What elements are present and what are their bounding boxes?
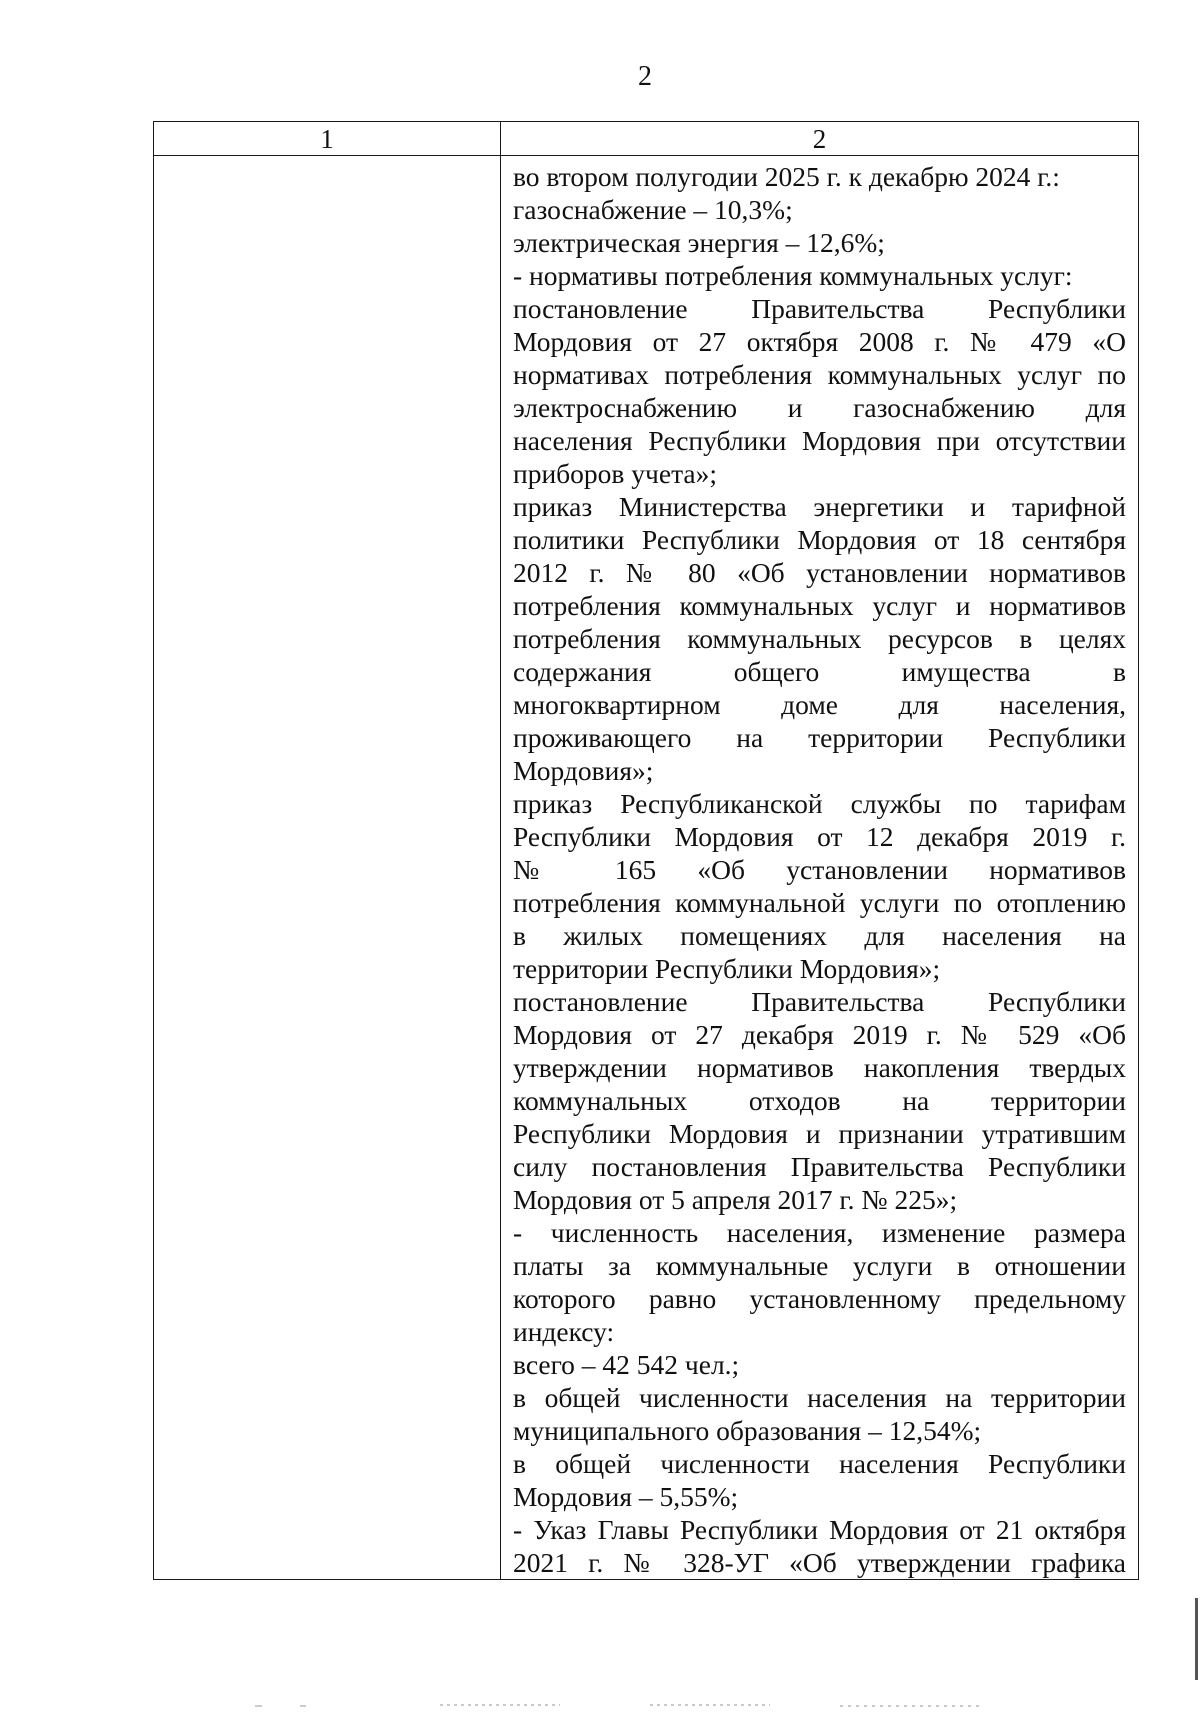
text-line: в жилых помещениях для населения на [513, 920, 1126, 951]
text-line: Республики Мордовия и признании утратившим [513, 1118, 1126, 1149]
text-line: утверждении нормативов накопления твердых [513, 1052, 1126, 1083]
text-line: 2021 г. № 328-УГ «Об утверждении графика [513, 1547, 1126, 1578]
table-row [154, 156, 1139, 1580]
scan-noise [0, 1700, 1200, 1712]
text-line: индексу: [513, 1316, 615, 1347]
text-line: платы за коммунальные услуги в отношении [513, 1250, 1126, 1281]
text-line: муниципального образования – 12,54%; [513, 1415, 982, 1446]
text-line: - нормативы потребления коммунальных услуг: [513, 260, 1073, 291]
text-line: - численность населения, изменение размера [513, 1217, 1126, 1248]
text-line: потребления коммунальных ресурсов в целях [513, 623, 1126, 654]
column-1-cell [154, 156, 501, 1580]
text-line: политики Республики Мордовия от 18 сентября [513, 524, 1126, 555]
text-line: во втором полугодии 2025 г. к декабрю 2024 г.: [513, 161, 1060, 192]
text-line: приказ Министерства энергетики и тарифной [513, 491, 1126, 522]
text-line: постановление Правительства Республики [513, 986, 1126, 1017]
scan-edge-mark [1195, 1598, 1198, 1680]
text-line: территории Республики Мордовия»; [513, 953, 941, 984]
text-line: Мордовия – 5,55%; [513, 1481, 739, 1512]
text-line: которого равно установленному предельному [513, 1283, 1126, 1314]
column-header-1: 1 [154, 122, 501, 156]
text-line: в общей численности населения на территории [513, 1382, 1126, 1413]
text-line: приборов учета»; [513, 458, 718, 489]
text-line: в общей численности населения Республики [513, 1448, 1126, 1479]
text-line: Мордовия от 5 апреля 2017 г. № 225»; [513, 1184, 958, 1215]
text-line: газоснабжение – 10,3%; [513, 194, 793, 225]
text-line: электроснабжению и газоснабжению для [513, 392, 1126, 423]
table-header-row [154, 122, 1139, 156]
text-line: потребления коммунальных услуг и нормативов [513, 590, 1126, 621]
text-line: коммунальных отходов на территории [513, 1085, 1126, 1116]
column-2-cell [501, 156, 1139, 1580]
text-line: электрическая энергия – 12,6%; [513, 227, 885, 258]
text-line: всего – 42 542 чел.; [513, 1349, 740, 1380]
text-line: силу постановления Правительства Республики [513, 1151, 1126, 1182]
text-line: населения Республики Мордовия при отсутствии [513, 425, 1126, 456]
text-line: Мордовия от 27 октября 2008 г. № 479 «О [513, 326, 1126, 357]
text-line: нормативах потребления коммунальных услуг по [513, 359, 1126, 390]
cell-text-lines [513, 160, 1126, 1579]
text-line: приказ Республиканской службы по тарифам [513, 788, 1126, 819]
text-line: потребления коммунальной услуги по отоплению [513, 887, 1126, 918]
text-line: постановление Правительства Республики [513, 293, 1126, 324]
page-number: 2 [638, 61, 652, 92]
column-header-2: 2 [501, 122, 1139, 156]
text-line: № 165 «Об установлении нормативов [513, 854, 1126, 885]
text-line: проживающего на территории Республики [513, 722, 1126, 753]
text-line: 2012 г. № 80 «Об установлении нормативов [513, 557, 1126, 588]
text-line: - Указ Главы Республики Мордовия от 21 октября [513, 1514, 1126, 1545]
text-line: Республики Мордовия от 12 декабря 2019 г. [513, 821, 1126, 852]
text-line: многоквартирном доме для населения, [513, 689, 1126, 720]
text-line: содержания общего имущества в [513, 656, 1126, 687]
text-line: Мордовия от 27 декабря 2019 г. № 529 «Об [513, 1019, 1126, 1050]
text-line: Мордовия»; [513, 755, 654, 786]
document-table [153, 121, 1139, 1580]
